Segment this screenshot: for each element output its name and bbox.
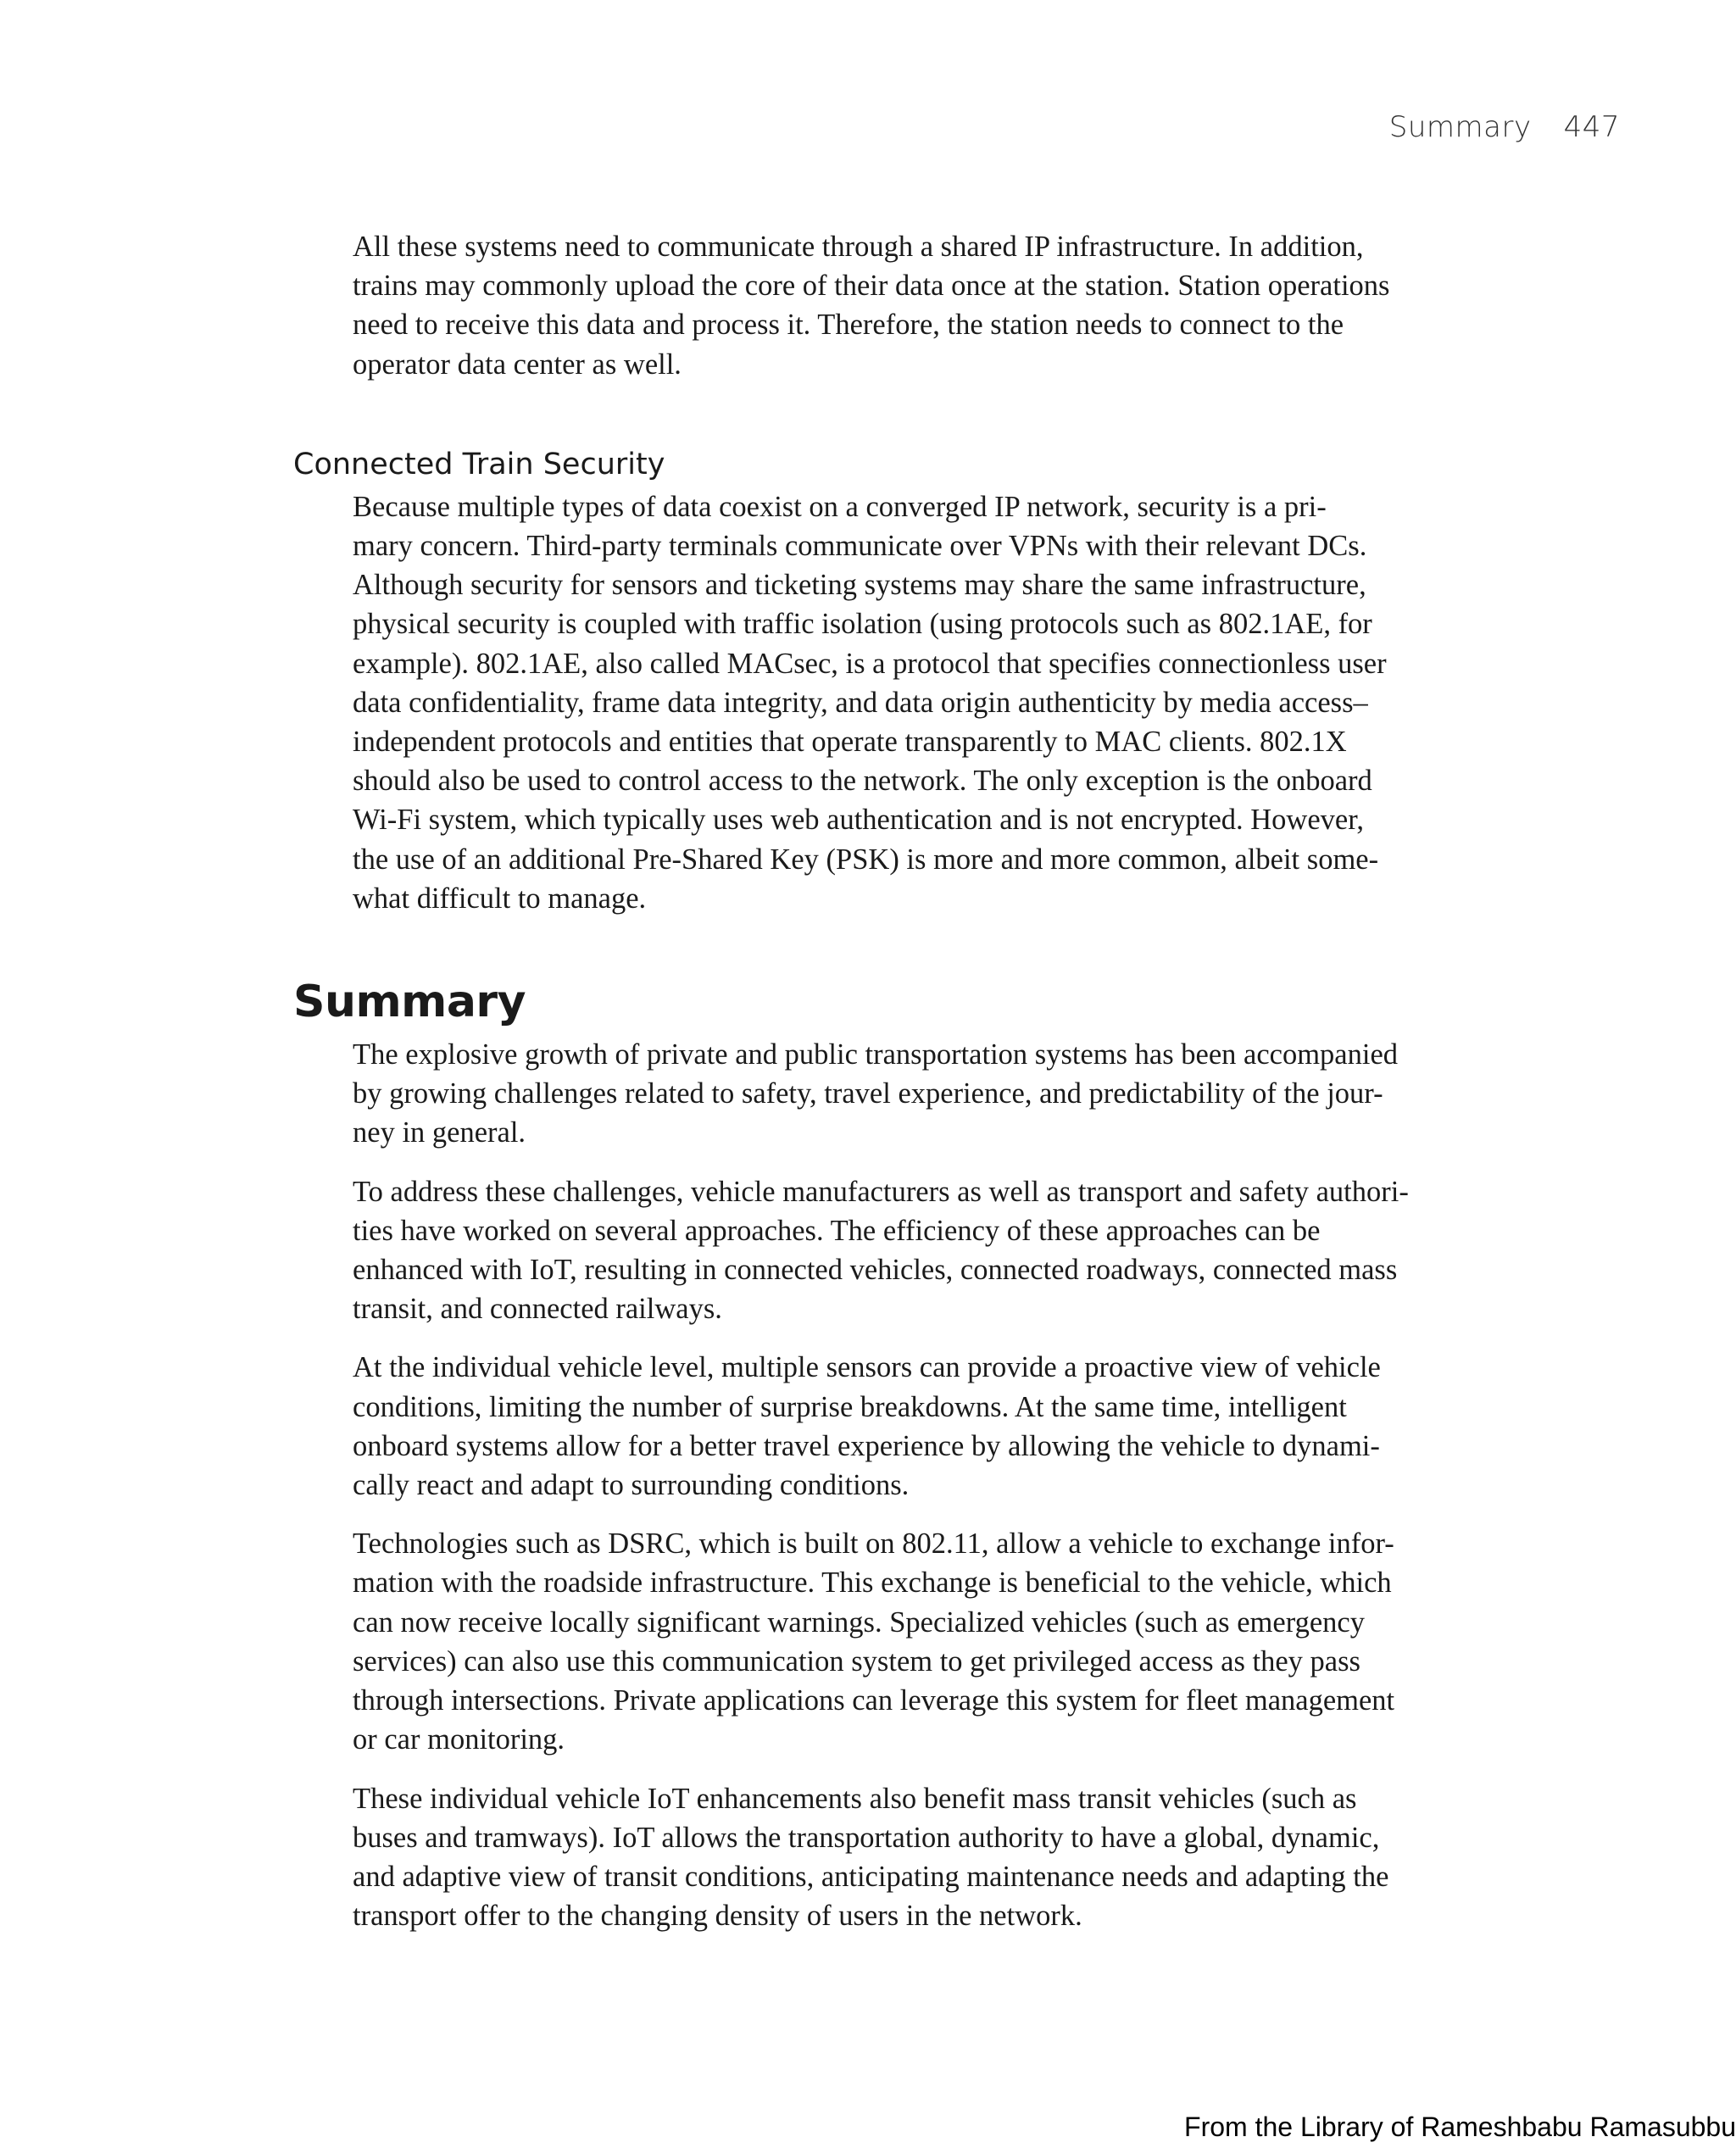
summary-paragraph: These individual vehicle IoT enhancements also benefit mass transit vehicles (such as buses and tramways). IoT allows the transportation authority to have a global, dynamic, and adaptive view of transit conditions, anticipating maintenance needs and adapting the transport offer to the changing density of users in the network. xyxy=(353,1782,1389,1933)
section-heading-connected-train-security: Connected Train Security xyxy=(293,447,665,481)
summary-paragraph: To address these challenges, vehicle manufacturers as well as transport and safety authori- ties have worked on several approaches. The efficiency of these approaches can be enhanced with IoT, resulting in connected vehicles, connected roadways, connected mass transit, and connected railways. xyxy=(353,1175,1409,1326)
page-number: 447 xyxy=(1563,110,1620,144)
summary-paragraph: The explosive growth of private and public transportation systems has been accompanied by growing challenges related to safety, travel experience, and predictability of the jour- ney in general. xyxy=(353,1038,1399,1149)
summary-paragraph: At the individual vehicle level, multiple sensors can provide a proactive view of vehicle conditions, limiting the number of surprise breakdowns. At the same time, intelligent onboard systems allow for a better travel experience by allowing the vehicle to dynami- cally react and adapt to surrounding conditions. xyxy=(353,1351,1381,1502)
running-head-title: Summary xyxy=(1388,110,1532,144)
intro-paragraph: All these systems need to communicate through a shared IP infrastructure. In addition, trains may commonly upload the core of their data once at the station. Station operations need to receive this data and process it. Therefore, the station needs to connect to the operator data center as well. xyxy=(353,231,1390,381)
library-watermark: From the Library of Rameshbabu Ramasubbu xyxy=(1184,2112,1736,2142)
section-heading-summary: Summary xyxy=(293,977,526,1028)
security-paragraph: Because multiple types of data coexist on a converged IP network, security is a pri- mary concern. Third-party terminals communicate over VPNs with their relevant DCs. Although security for sensors and ticketing systems may share the same infrastructure, physical security is coupled with traffic isolation (using protocols such as 802.1AE, for example). 802.1AE, also called MACsec, is a protocol that specifies connectionless user data confidentiality, frame data integrity, and data origin authenticity by media access– independent protocols and entities that operate transparently to MAC clients. 802.1X should also be used to control access to the network. The only exception is the onboard Wi-Fi system, which typically uses web authentication and is not encrypted. However, the use of an additional Pre-Shared Key (PSK) is more and more common, albeit some- what difficult to manage. xyxy=(353,490,1387,915)
summary-paragraph: Technologies such as DSRC, which is built on 802.11, allow a vehicle to exchange infor- mation with the roadside infrastructure. This exchange is beneficial to the vehicle, which can now receive locally significant warnings. Specialized vehicles (such as emergency services) can also use this communication system to get privileged access as they pass through intersections. Private applications can leverage this system for fleet management or car monitoring. xyxy=(353,1528,1395,1756)
page-body xyxy=(293,227,1505,1935)
running-head xyxy=(1389,110,1620,144)
